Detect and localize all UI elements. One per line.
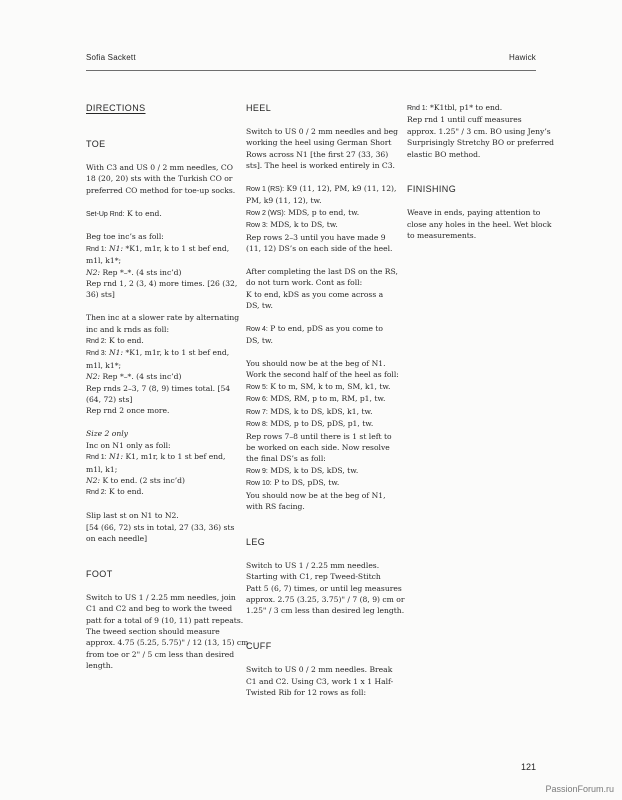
size-2-only: Size 2 only Inc on N1 only as foll: Rnd 1: N1: K1, m1r, k to 1 st bef end, m1l, k1; N2: K to end. (2 sts inc’d) Rnd 2: K to end.: [86, 429, 226, 497]
heel-row-4: Row 4: P to end, pDS as you come to DS, tw.: [246, 323, 383, 346]
toe-heading: TOE: [86, 139, 106, 149]
header-rule: [86, 70, 536, 71]
foot-heading: FOOT: [86, 568, 113, 579]
watermark: PassionForum.ru: [545, 784, 614, 794]
toe-intro: With C3 and US 0 / 2 mm needles, CO 18 (20, 20) sts with the Turkish CO or preferred CO method for toe-up socks.: [86, 163, 236, 195]
heel-second-half: You should now be at the beg of N1. Work the second half of the heel as foll: Row 5: K to m, SM, k to m, SM, k1, tw. Row 6: MDS, RM, p to m, RM, p1, tw. Row 7: MDS, k to DS, kDS, k1, tw. Row 8: MDS, p to DS, pDS, p1, tw. Rep rows 7–8 until there is 1 st left to be worked on each side. Now resolve the final DS’s as foll: Row 9: MDS, k to DS, kDS, tw. Row 10: P to DS, pDS, tw. You should now be at the beg of N1, with RS facing.: [246, 359, 399, 511]
toe-increases-1: Beg toe inc’s as foll: Rnd 1: N1: *K1, m1r, k to 1 st bef end, m1l, k1*; N2: Rep *–*. (4 sts inc’d) Rep rnd 1, 2 (3, 4) more times. [26 (32, 36) sts]: [86, 232, 238, 300]
cuff-continued: Rnd 1: *K1tbl, p1* to end. Rep rnd 1 until cuff measures approx. 1.25" / 3 cm. BO using Jeny’s Surprisingly Stretchy BO or preferred elastic BO method.: [407, 103, 555, 159]
finishing-instructions: Weave in ends, paying attention to close any holes in the heel. Wet block to measurements.: [407, 208, 552, 241]
foot-instructions: Switch to US 1 / 2.25 mm needles, join C1 and C2 and beg to work the tweed patt for a total of 9 (10, 11) patt repeats. The tweed section should measure approx. 4.75 (5.25, 5.75)" / 12 (13, 15) cm from toe or 2" / 5 cm less than desired length.: [86, 592, 249, 671]
slip-stitch: Slip last st on N1 to N2. [54 (66, 72) sts in total, 27 (33, 36) sts on each needle]: [86, 511, 235, 543]
setup-round: Set-Up Rnd: K to end.: [86, 208, 162, 218]
column-3: [407, 102, 557, 253]
column-2: [246, 102, 405, 710]
heel-rows-1-3: Row 1 (RS): K9 (11, 12), PM, k9 (11, 12), PM, k9 (11, 12), tw. Row 2 (WS): MDS, p to end, tw. Row 3: MDS, k to DS, tw. Rep rows 2–3 until you have made 9 (11, 12) DS’s on each side of the heel.: [246, 184, 397, 254]
author-name: Sofia Sackett: [86, 53, 136, 62]
toe-increases-2: Then inc at a slower rate by alternating inc and k rnds as foll: Rnd 2: K to end. Rnd 3: N1: *K1, m1r, k to 1 st bef end, m1l, k1*; N2: Rep *–*. (4 sts inc’d) Rep rnds 2–3, 7 (8, 9) times total. [54 (64, 72) sts] Rep rnd 2 once more.: [86, 313, 240, 416]
after-last-ds: After completing the last DS on the RS, do not turn work. Cont as foll: K to end, kDS as you come across a DS, tw.: [246, 266, 398, 311]
cuff-instructions: Switch to US 0 / 2 mm needles. Break C1 and C2. Using C3, work 1 x 1 Half- Twisted Rib for 12 rows as foll:: [246, 665, 394, 697]
heel-intro: Switch to US 0 / 2 mm needles and beg working the heel using German Short Rows across N1 [the first 27 (33, 36) sts]. The heel is worked entirely in C3.: [246, 127, 398, 171]
finishing-heading: FINISHING: [407, 184, 457, 195]
leg-heading: LEG: [246, 536, 266, 547]
leg-instructions: Switch to US 1 / 2.25 mm needles. Starting with C1, rep Tweed-Stitch Patt 5 (6, 7) times, or until leg measures approx. 2.75 (3.25, 3.75)" / 7 (8, 9) cm or 1.25" / 3 cm less than desired leg length.: [246, 560, 405, 616]
column-1: [86, 102, 249, 683]
heel-heading: HEEL: [246, 103, 272, 113]
pattern-name: Hawick: [509, 53, 536, 62]
cuff-heading: CUFF: [246, 641, 272, 652]
page-number: 121: [520, 762, 536, 772]
directions-heading: DIRECTIONS: [86, 103, 146, 113]
